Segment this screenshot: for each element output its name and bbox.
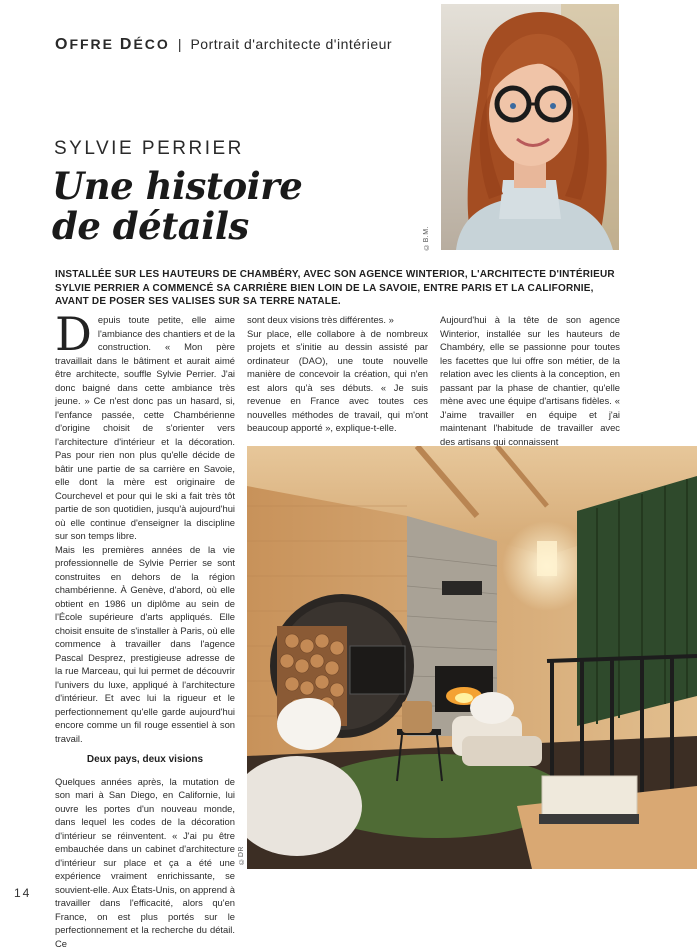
paragraph: sont deux visions très différentes. » [247, 313, 428, 327]
article-column-3 [440, 313, 620, 448]
paragraph: Quelques années après, la mutation de son mari à San Diego, en Californie, lui ouvre les portes d'un nouveau monde, dans lequel les codes de la décoration d'intérieur se réinventent. « J'ai pu être embauchée dans un cabinet d'architecture d'intérieur sur place et ça a été une expérience vraiment enrichissante, se souvient-elle. Aux États-Unis, on apprend à travailler dans l'efficacité, alors qu'en France, on est plus portés sur le perfectionnement et la recherche du détail. Ce [55, 775, 235, 950]
page-number: 14 [14, 886, 31, 900]
title-line-2: de détails [52, 206, 302, 246]
subheading: Deux pays, deux visions [55, 753, 235, 767]
interior-credit: ©DR [238, 846, 245, 865]
paragraph: Sur place, elle collabore à de nombreux projets et s'initie au dessin assisté par ordinateur (DAO), une toute nouvelle manière de concevoir la création, qui n'en est alors qu'à ses débuts. « Je suis revenue en France avec toutes ces nouvelles méthodes de travail, qui m'ont beaucoup apporté », explique-t-elle. [247, 327, 428, 435]
brand-name: OFFRE DÉCO [55, 36, 170, 52]
magazine-header [55, 36, 392, 54]
drop-cap: D [55, 316, 92, 352]
article-column-2 [247, 313, 428, 435]
interior-illustration [247, 446, 697, 869]
header-separator: | [178, 36, 183, 52]
portrait-credit: ©B.M. [423, 226, 430, 250]
portrait-photo [441, 4, 619, 250]
portrait-illustration [441, 4, 619, 250]
section-name: Portrait d'architecte d'intérieur [190, 36, 392, 52]
paragraph: Aujourd'hui à la tête de son agence Winterior, installée sur les hauteurs de Chambéry, elle se passionne pour toutes les facettes que lui offre son métier, de la relation avec les clients à la conception, en passant par la phase de chantier, qu'elle mène avec une équipe d'artisans fidèles. « J'aime travailler en équipe et j'ai maintenant l'habitude de travailler avec des artisans qui connaissent [440, 313, 620, 448]
interior-photo [247, 446, 697, 869]
author-name: SYLVIE PERRIER [54, 138, 244, 160]
title-line-1: Une histoire [52, 166, 302, 206]
article-title [52, 166, 302, 246]
paragraph: Mais les premières années de la vie professionnelle de Sylvie Perrier se sont construites en dehors de la région chambérienne. À Genève, d'abord, où elle obtient en 1986 un diplôme au sein de l'École supérieure d'arts appliqués. Elle choisit ensuite de s'installer à Paris, où elle commence à travailler dans l'agence Pascal Desprez, prestigieuse adresse de la rue Marceau, qui lui permet de découvrir l'univers du luxe, appliqué à l'architecture d'intérieur. Et avec lui la rigueur et le perfectionnement qu'elle garde aujourd'hui encore comme un fil rouge essentiel à son travail. [55, 543, 235, 746]
article-column-1 [55, 313, 235, 950]
paragraph: Depuis toute petite, elle aime l'ambiance des chantiers et de la construction. « Mon père travaillait dans le bâtiment et aurait aimé être architecte, souffle Sylvie Perrier. J'ai donc baigné dans cette ambiance très jeune. » Ce n'est donc pas un hasard, si, l'enfance passée, cette Chambérienne d'origine choisit de s'orienter vers l'architecture d'intérieur et la décoration. Pas pour rien non plus qu'elle décide de bâtir une partie de sa carrière en Savoie, elle dont la mère est originaire de Courchevel et pour qui le ski a fait très tôt partie de son quotidien, jusqu'à aujourd'hui où elle continue d'enseigner la discipline sur son temps libre. [55, 313, 235, 543]
article-lead: INSTALLÉE SUR LES HAUTEURS DE CHAMBÉRY, AVEC SON AGENCE WINTERIOR, L'ARCHITECTE D'INTÉRIEUR SYLVIE PERRIER A COMMENCÉ SA CARRIÈRE BIEN LOIN DE LA SAVOIE, ENTRE PARIS ET LA CALIFORNIE, AVANT DE POSER SES VALISES SUR SA TERRE NATALE. [55, 268, 625, 309]
